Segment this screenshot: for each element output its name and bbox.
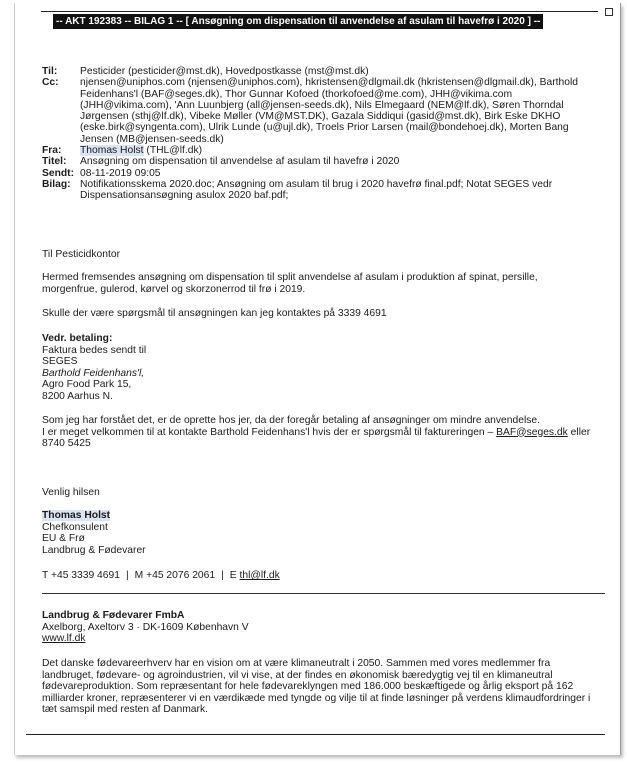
- company-block: [42, 610, 594, 645]
- attachments-label: Bilag:: [42, 178, 71, 190]
- cc-line: njensen@uniphos.com (njensen@uniphos.com), hkristensen@dlgmail.dk (hkristensen@dlgmail.dk), Barthold: [80, 77, 578, 89]
- footer-divider: [42, 593, 605, 594]
- sent-row: [42, 168, 594, 179]
- sent-label: Sendt:: [42, 167, 75, 179]
- attachments-row: [42, 179, 594, 202]
- title-label: Titel:: [42, 156, 67, 168]
- from-row: [42, 145, 594, 156]
- document-banner: -- AKT 192383 -- BILAG 1 -- [ Ansøgning om dispensation til anvendelse af asulam til havefrø i 2020 ] --: [53, 14, 543, 29]
- billing-email-link[interactable]: BAF@seges.dk: [496, 426, 568, 438]
- cc-line: Feidenhans'l (BAF@seges.dk), Thor Gunnar Kofoed (thorkofoed@me.com), JHH@vikima.com: [80, 88, 513, 100]
- cc-line: Jørgensen (sthj@lf.dk), Vibeke Møller (VM@MST.DK), Gazala Siddiqui (gasid@mst.dk), Birk Eske DKHO: [80, 111, 561, 123]
- signature-block: Thomas Holst Chefkonsulent EU & Frø Landbrug & Fødevarer: [42, 510, 146, 556]
- to-value: Pesticider (pesticider@mst.dk), Hovedpostkasse (mst@mst.dk): [80, 66, 369, 77]
- cc-label: Cc:: [42, 77, 59, 89]
- corner-marker: [605, 8, 613, 16]
- from-email: (THL@lf.dk): [146, 145, 203, 157]
- contact-line: T +45 3339 4691 | M +45 2076 2061 | E thl@lf.dk: [42, 570, 280, 581]
- top-rule: [41, 11, 598, 12]
- company-name: Landbrug & Fødevarer FmbA: [42, 610, 185, 621]
- mobile: M +45 2076 2061: [134, 570, 216, 581]
- payment-block: Vedr. betaling: Faktura bedes sendt til SEGES Barthold Feidenhans'l, Agro Food Park 15, 8200 Aarhus N.: [42, 333, 594, 402]
- attachment-line: Notifikationsskema 2020.doc; Ansøgning om asulam til brug i 2020 havefrø final.pdf; Notat SEGES vedr: [80, 178, 553, 190]
- sent-value: 08-11-2019 09:05: [80, 167, 161, 179]
- to-label: Til:: [42, 66, 58, 77]
- phone: T +45 3339 4691: [42, 570, 120, 581]
- signature-name: Thomas Holst: [42, 510, 111, 521]
- company-address: Axelborg, Axeltorv 3 · DK-1609 København V: [42, 621, 249, 633]
- title-row: [42, 156, 594, 167]
- website-link[interactable]: www.lf.dk: [42, 633, 86, 644]
- email-header: [42, 66, 594, 202]
- from-label: Fra:: [42, 145, 62, 157]
- greeting: Til Pesticidkontor: [42, 249, 121, 260]
- title-value: Ansøgning om dispensation til anvendelse af asulam til havefrø i 2020: [80, 156, 400, 168]
- payment-heading: Vedr. betaling:: [42, 333, 113, 344]
- bottom-rule: [26, 734, 605, 735]
- vision-paragraph: Det danske fødevareerhverv har en vision om at være klimaneutralt i 2050. Sammen med vores medlemmer fra landbruget, fødevare- og agroindustrien, vil vi vise, at der findes en økonomisk bæredygtig vej til en klimaneutral fødevareproduktion. Som repræsentant for hele fødevareklyngen med 186.000 beskæftigede og årlig eksport på 162 milliarder kroner, repræsenterer vi en værdikæde med tyngde og vilje til at finde løsninger på verdens klimaudfordringer i tæt samspil med resten af Danmark.: [42, 658, 591, 715]
- contact-paragraph: Skulle der være spørgsmål til ansøgningen kan jeg kontaktes på 3339 4691: [42, 308, 387, 319]
- cc-value: [80, 77, 594, 145]
- payment-name: Barthold Feidenhans'l,: [42, 367, 145, 379]
- billing-paragraph: Som jeg har forstået det, er de oprette hos jer, da der foregår betaling af ansøgninger om mindre anvendelse. I er meget velkommen til at kontakte Barthold Feidenhans'l hvis der er spørgsmål til faktureringen – BAF@seges.dk eller 8740 5425: [42, 415, 591, 449]
- to-row: [42, 66, 594, 77]
- from-name: Thomas Holst: [80, 145, 144, 157]
- attachment-line: Dispensationsansøgning asulox 2020 baf.pdf;: [80, 190, 289, 202]
- cc-row: [42, 77, 594, 145]
- cc-line: (JHH@vikima.com), 'Ann Luunbjerg (all@jensen-seeds.dk), Nils Elmegaard (NEM@lf.dk), Søren Thorndal: [80, 99, 564, 111]
- closing: Venlig hilsen: [42, 487, 100, 498]
- cc-line: (eske.birk@syngenta.com), Ulrik Lunde (u@ujl.dk), Troels Prior Larsen (mail@bondehoej.dk), Morten Bang: [80, 122, 569, 134]
- cc-line: Jensen (MB@jensen-seeds.dk): [80, 133, 224, 145]
- email-link[interactable]: thl@lf.dk: [239, 570, 280, 581]
- attachments-value: [80, 179, 594, 202]
- intro-paragraph: Hermed fremsendes ansøgning om dispensation til split anvendelse af asulam i produktion af spinat, persille, morgenfrue, gulerod, kørvel og skorzonerrod til frø i 2019.: [42, 272, 538, 295]
